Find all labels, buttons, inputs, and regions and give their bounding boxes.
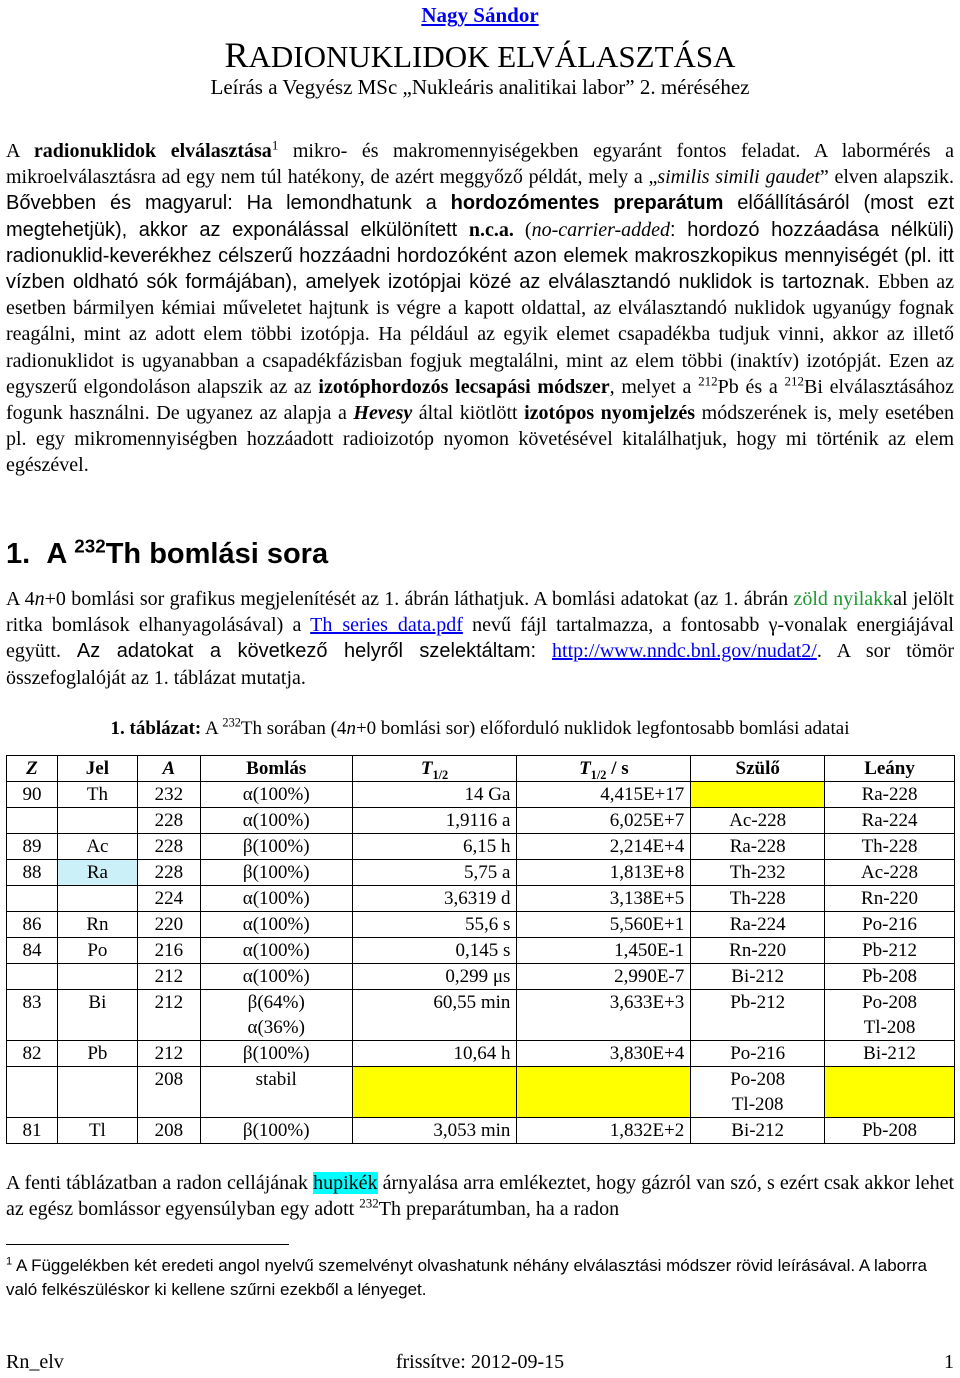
author-link[interactable]: Nagy Sándor	[421, 3, 539, 27]
cell-a: 228	[137, 834, 200, 860]
cell-szulo	[691, 1067, 825, 1118]
decay-mode: α(36%)	[247, 1017, 305, 1038]
cell-halflife-s: 4,415E+17	[517, 782, 691, 808]
cell-halflife: 0,145 s	[352, 938, 517, 964]
cell-szulo: Pb-212	[691, 990, 825, 1041]
cell-halflife-s: 3,633E+3	[517, 990, 691, 1041]
cell-szulo: Rn-220	[691, 938, 825, 964]
intro-text: A	[6, 140, 34, 162]
cell-leany: Ac-228	[825, 860, 955, 886]
cell-leany: Ra-228	[825, 782, 955, 808]
cell-halflife-s: 2,990E-7	[517, 964, 691, 990]
cell-halflife: 14 Ga	[352, 782, 517, 808]
table-row	[7, 912, 955, 938]
header-jel: Jel	[57, 756, 137, 782]
intro-bold-term: radionuklidok elválasztása	[33, 140, 272, 162]
cell-jel	[57, 886, 137, 912]
intro-text: : hordozó hozzáadása nélküli) radionuklid-keverékhez célszerű hozzáadni hordozóként azon elemek makroszkopikus mennyiségét (pl. itt vízben oldható sók formájában), amelyek izotópjai közé az elválasztandó nuklidok is tartoznak.	[6, 218, 954, 294]
cell-halflife-s: 6,025E+7	[517, 808, 691, 834]
table-caption	[0, 715, 960, 740]
footnote-mark: 1	[6, 1255, 13, 1268]
cell-z: 81	[7, 1118, 58, 1144]
cell-bomlas: α(100%)	[200, 808, 352, 834]
radon-paragraph	[6, 1170, 954, 1222]
cell-szulo: Th-232	[691, 860, 825, 886]
cell-bomlas: stabil	[200, 1067, 352, 1118]
caption-text: +0 bomlási sor) előforduló nuklidok legfontosabb bomlási adatai	[355, 718, 850, 739]
intro-paragraph	[6, 138, 954, 479]
header-z	[7, 756, 58, 782]
cell-z	[7, 886, 58, 912]
cell-szulo: Ac-228	[691, 808, 825, 834]
author-name[interactable]	[0, 3, 960, 28]
cell-halflife: 6,15 h	[352, 834, 517, 860]
section-title-text: Th bomlási sora	[105, 538, 329, 570]
cell-szulo: Ra-228	[691, 834, 825, 860]
header-label: T	[420, 758, 433, 779]
header-label: T	[579, 758, 591, 779]
cell-halflife-s	[517, 1067, 691, 1118]
green-arrows-text: zöld nyilakk	[793, 588, 894, 610]
cell-halflife	[352, 1067, 517, 1118]
table-row	[7, 938, 955, 964]
cell-halflife: 1,9116 a	[352, 808, 517, 834]
table-row	[7, 860, 955, 886]
cell-szulo: Po-216	[691, 1041, 825, 1067]
table-header-row	[7, 756, 955, 782]
footnote-ref[interactable]: 1	[271, 137, 279, 153]
intro-bold-term: izotópos nyomjelzés	[524, 402, 696, 425]
cell-jel: Po	[57, 938, 137, 964]
cell-szulo	[691, 782, 825, 808]
cell-z: 88	[7, 860, 58, 886]
cell-halflife-s: 3,830E+4	[517, 1041, 691, 1067]
intro-text: Bővebben és magyarul: Ha lemondhatunk a	[6, 192, 451, 215]
para-text: al jelölt ritka bomlások elhanyagolásával) a	[6, 588, 954, 637]
italic-n: n	[346, 718, 356, 739]
table-row	[7, 964, 955, 990]
header-leany: Leány	[825, 756, 955, 782]
cell-szulo: Bi-212	[691, 964, 825, 990]
cell-a: 212	[137, 964, 200, 990]
cell-szulo: Bi-212	[691, 1118, 825, 1144]
cell-jel: Rn	[57, 912, 137, 938]
table-row	[7, 782, 955, 808]
intro-bold-term: hordozómentes preparátum	[450, 192, 724, 215]
cell-bomlas: β(100%)	[200, 1118, 352, 1144]
pdf-link[interactable]: Th_series_data.pdf	[310, 614, 463, 637]
cell-halflife: 55,6 s	[352, 912, 517, 938]
footnote-text: A Függelékben két eredeti angol nyelvű szemelvényt olvashatunk néhány elválasztási módszer rövid leírásával. A laborra való felkészüléskor ki kellene szűrni ezekből a lényeget.	[6, 1256, 927, 1299]
cell-bomlas: α(100%)	[200, 886, 352, 912]
cell-a: 220	[137, 912, 200, 938]
para-text: árnyalása arra emlékeztet, hogy gázról van szó, s ezért csak akkor lehet az egész bomlássor egyensúlyban egy adott	[6, 1172, 954, 1221]
italic-n: n	[34, 588, 45, 610]
cell-leany	[825, 1067, 955, 1118]
header-label: A	[162, 758, 176, 779]
mass-number: 232	[222, 715, 241, 730]
cell-jel	[57, 808, 137, 834]
cell-jel	[57, 1067, 137, 1118]
cell-a: 212	[137, 990, 200, 1041]
cell-a: 208	[137, 1118, 200, 1144]
cell-leany: Ra-224	[825, 808, 955, 834]
mass-number: 212	[698, 373, 718, 389]
header-label: / s	[606, 758, 629, 779]
header-szulo: Szülő	[691, 756, 825, 782]
intro-text: ” elven alapszik.	[819, 166, 954, 189]
intro-bold-term: izotóphordozós lecsapási módszer	[318, 375, 610, 398]
caption-text: Th sorában (4	[240, 718, 347, 739]
cell-szulo: Th-228	[691, 886, 825, 912]
cell-halflife-s: 1,813E+8	[517, 860, 691, 886]
para-text: . A sor tömör összefoglalóját az 1. táblázat mutatja.	[6, 640, 955, 689]
table-row	[7, 834, 955, 860]
cell-a: 224	[137, 886, 200, 912]
mass-number: 212	[784, 373, 804, 389]
para-text: A 4	[6, 588, 35, 610]
cell-a: 216	[137, 938, 200, 964]
cell-bomlas: α(100%)	[200, 782, 352, 808]
cell-halflife-s: 5,560E+1	[517, 912, 691, 938]
cell-leany: Pb-208	[825, 1118, 955, 1144]
intro-text: mikro- és makromennyiségekben egyaránt fontos feladat. A laborm	[278, 140, 899, 162]
cell-bomlas	[200, 990, 352, 1041]
cell-z	[7, 1067, 58, 1118]
cell-halflife: 5,75 a	[352, 860, 517, 886]
cell-halflife-s: 3,138E+5	[517, 886, 691, 912]
mass-number: 232	[359, 1195, 379, 1211]
cell-leany: Pb-212	[825, 938, 955, 964]
cell-a: 228	[137, 808, 200, 834]
cell-bomlas: α(100%)	[200, 912, 352, 938]
cell-jel: Ac	[57, 834, 137, 860]
cell-z	[7, 964, 58, 990]
intro-text: érés a mikroelválasztásra ad egy nem túl hatékony, de azért meggyőző példát, mely a „	[6, 140, 954, 189]
cell-jel: Bi	[57, 990, 137, 1041]
cell-halflife-s: 1,832E+2	[517, 1118, 691, 1144]
footer-left: Rn_elv	[6, 1351, 64, 1373]
cell-z	[7, 808, 58, 834]
cell-halflife: 3,053 min	[352, 1118, 517, 1144]
header-halflife-s	[517, 756, 691, 782]
caption-label: 1. táblázat:	[110, 718, 202, 739]
section-heading	[6, 535, 329, 571]
table-row	[7, 886, 955, 912]
footnote	[6, 1254, 954, 1302]
table-row	[7, 1118, 955, 1144]
cell-bomlas: β(100%)	[200, 834, 352, 860]
table-row	[7, 1041, 955, 1067]
header-bomlas: Bomlás	[200, 756, 352, 782]
para-text: Az adatokat a következő helyről szelektáltam:	[76, 640, 537, 663]
cell-leany: Rn-220	[825, 886, 955, 912]
cell-bomlas: β(100%)	[200, 860, 352, 886]
cell-halflife: 0,299 μs	[352, 964, 517, 990]
cell-jel: Th	[57, 782, 137, 808]
title-initial: R	[224, 35, 249, 75]
cell-z: 84	[7, 938, 58, 964]
intro-text: előállításáról (most ezt megtehetjük), akkor az exponálással elkülönített	[6, 192, 955, 241]
intro-text: módszerének is, mely esetében pl. egy mikromennyiségben hozzáadott radioizotóp nyomon követésével kitalálhatjuk, hogy mi történik az elem egészével.	[6, 402, 954, 477]
para-text: A fenti táblázatban a radon cellájának	[6, 1172, 314, 1194]
cell-jel	[57, 964, 137, 990]
cell-leany: Pb-208	[825, 964, 955, 990]
document-subtitle: Leírás a Vegyész MSc „Nukleáris analitikai labor” 2. méréséhez	[210, 75, 750, 99]
decay-mode: β(64%)	[247, 992, 305, 1013]
intro-italic-term: no-carrier-added	[531, 218, 671, 241]
header-halflife	[352, 756, 517, 782]
intro-text: , melyet a	[609, 375, 699, 398]
section-title-text: A	[46, 538, 75, 570]
cell-z: 86	[7, 912, 58, 938]
intro-text: Bi elválasztásához fogunk használni. De ugyanez az alapja a	[6, 375, 954, 425]
nndc-link[interactable]: http://www.nndc.bnl.gov/nudat2/	[552, 640, 817, 663]
table-row	[7, 808, 955, 834]
header-sub: 1/2	[432, 767, 449, 782]
cell-leany: Bi-212	[825, 1041, 955, 1067]
cell-z: 82	[7, 1041, 58, 1067]
caption-text: A	[201, 718, 223, 739]
cell-jel: Tl	[57, 1118, 137, 1144]
cell-jel: Pb	[57, 1041, 137, 1067]
series-paragraph	[6, 586, 954, 691]
cell-bomlas: β(100%)	[200, 1041, 352, 1067]
cell-halflife: 60,55 min	[352, 990, 517, 1041]
header-sub: 1/2	[590, 767, 607, 782]
para-text: nevű fájl tartalmazza, a fontosabb γ-vonalak energiájával együtt.	[6, 614, 954, 663]
cell-bomlas: α(100%)	[200, 964, 352, 990]
highlighted-word: hupikék	[313, 1172, 378, 1194]
footnote-separator	[6, 1244, 289, 1245]
cell-leany: Th-228	[825, 834, 955, 860]
intro-text: Ebben az esetben bármilyen kémiai műveletet hajtunk is végre a kapott oldattal, az elválasztandó nuklidok ugyanúgy fognak reagálni, mint az adott elem többi izotópja. Ha például az egyik elemet csapadékba tudjuk vinni, akkor az illető radionuklidot is ugyanabban a csapadékfázisban fogjuk megtalálni, mint az elem többi (inaktív) izotópját. Ezen az egyszerű elgondoláson alapszik az az	[6, 271, 954, 398]
intro-text: által kiötlött	[412, 402, 525, 425]
cell-szulo: Ra-224	[691, 912, 825, 938]
daughter-nuclide: Tl-208	[863, 1017, 916, 1038]
parent-nuclide: Po-208	[730, 1069, 786, 1090]
intro-bold-term: n.c.a.	[468, 218, 514, 241]
parent-nuclide: Tl-208	[731, 1094, 784, 1115]
cell-halflife: 10,64 h	[352, 1041, 517, 1067]
intro-latin-phrase: similis simili gaudet	[657, 166, 820, 189]
header-a	[137, 756, 200, 782]
cell-leany	[825, 990, 955, 1041]
cell-a: 228	[137, 860, 200, 886]
cell-halflife-s: 2,214E+4	[517, 834, 691, 860]
table-row	[7, 1067, 955, 1118]
decay-data-table	[6, 755, 955, 1144]
cell-bomlas: α(100%)	[200, 938, 352, 964]
cell-a: 232	[137, 782, 200, 808]
cell-halflife-s: 1,450E-1	[517, 938, 691, 964]
intro-text: Pb és a	[717, 375, 785, 398]
footer-page-number: 1	[944, 1351, 954, 1373]
para-text: Th preparátumban, ha a radon	[378, 1198, 620, 1221]
cell-jel: Ra	[57, 860, 137, 886]
cell-z: 89	[7, 834, 58, 860]
section-number: 1.	[6, 538, 31, 570]
daughter-nuclide: Po-208	[862, 992, 917, 1013]
mass-number: 232	[74, 535, 106, 557]
cell-a: 212	[137, 1041, 200, 1067]
table-row	[7, 990, 955, 1041]
intro-text: (	[513, 218, 532, 241]
intro-name-hevesy: Hevesy	[353, 402, 413, 425]
cell-z: 90	[7, 782, 58, 808]
footer-center: frissítve: 2012-09-15	[395, 1351, 565, 1373]
title-rest: ADIONUKLIDOK ELVÁLASZTÁSA	[248, 39, 736, 74]
para-text: +0 bomlási sor grafikus megjelenítését az 1. ábrán láthatjuk. A bomlási adatokat (az 1. ábrán	[44, 588, 794, 610]
cell-a: 208	[137, 1067, 200, 1118]
cell-halflife: 3,6319 d	[352, 886, 517, 912]
cell-z: 83	[7, 990, 58, 1041]
cell-leany: Po-216	[825, 912, 955, 938]
document-title	[0, 34, 960, 76]
header-label: Z	[26, 758, 38, 779]
